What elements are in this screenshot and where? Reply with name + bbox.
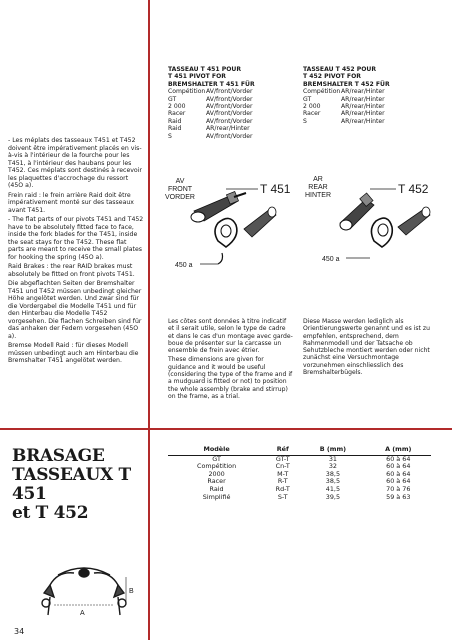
table-cell: GT-T — [275, 454, 290, 463]
spec-model: Racer — [303, 110, 321, 118]
diagram-label-line: FRONT — [167, 186, 193, 193]
table-cell: 31 — [328, 454, 337, 463]
spec-heading-line: BREMSHALTER T 452 FÜR — [303, 80, 390, 88]
table-cell: Raid — [209, 484, 224, 493]
paragraph-fr-1: - Les méplats des tasseaux T451 et T452 doivent être impérativement placés en vis-à-vis à l'intérieur de la fourche pour les T451, à l'intérieur des haubans pour les T452. Ces méplats sont destinés à recevoir les plaquettes d'accrochage du ressort (45O a). — [8, 137, 142, 189]
pivot-t451-diagram — [160, 165, 300, 275]
column-header: Réf — [265, 446, 300, 455]
title-line: TASSEAUX T 451 — [12, 465, 131, 504]
paragraph-en-1: - The flat parts of our pivots T451 and T452 have to be absolutely fitted face to face, inside the fork blades for the T451, inside the seat stays for the T452. These flat parts are meant to receive the small plates for hooking the spring (45O a). — [8, 216, 144, 261]
note-fr: Les côtes sont données à titre indicatif et il serait utile, selon le type de cadre et dans le cas d'un montage avec garde-boue de présenter sur la carcasse un ensemble de frein avec étrier. — [168, 318, 293, 355]
table-cell: 60 à 64 — [386, 462, 411, 471]
table-header-row — [168, 446, 431, 455]
table-cell: M-T — [277, 469, 289, 478]
table-cell: R-T — [277, 477, 288, 486]
table-cell: 60 à 64 — [386, 454, 411, 463]
spec-t452 — [303, 66, 435, 125]
spec-heading-line: T 451 PIVOT FOR — [168, 73, 226, 81]
spec-t451 — [168, 66, 300, 140]
title-line: et T 452 — [12, 503, 89, 523]
diagram-part-label: T 452 — [398, 182, 429, 196]
table-cell: 60 à 64 — [386, 469, 411, 478]
caliper-shape — [42, 568, 126, 615]
column-header: Modèle — [168, 446, 265, 455]
spec-row — [168, 118, 253, 125]
table-cell: Simplifié — [202, 492, 231, 501]
diagram-label-line: HINTER — [304, 192, 332, 199]
table-cell: 59 à 63 — [386, 492, 411, 501]
spec-position: AR/rear/Hinter — [341, 95, 385, 103]
pivot-t452-diagram — [300, 165, 445, 275]
spec-heading-line: TASSEAU T 452 POUR — [303, 66, 377, 73]
spec-model: Racer — [168, 110, 186, 118]
spec-model: Compétition — [168, 88, 206, 96]
left-column-text — [8, 137, 144, 367]
vertical-divider-lower — [148, 430, 150, 640]
spec-row — [168, 133, 253, 140]
spec-model: Raid — [168, 125, 182, 133]
spec-model: 2 000 — [168, 103, 186, 111]
spec-row — [168, 88, 253, 95]
spec-model: 2 000 — [303, 103, 321, 111]
spec-row — [168, 96, 253, 103]
spec-model: Compétition — [303, 88, 341, 96]
table-cell: 38,5 — [325, 469, 341, 478]
table-cell: 60 à 64 — [386, 477, 411, 486]
spec-row — [303, 88, 385, 95]
spec-row — [303, 110, 385, 117]
pivot-t452-shape-2 — [398, 207, 430, 235]
table-cell: Compétition — [197, 462, 237, 471]
table-cell: S-T — [277, 492, 288, 501]
spec-position: AV/front/Vorder — [206, 132, 253, 140]
pivot-t451-shape — [191, 191, 246, 222]
spec-position: AV/front/Vorder — [206, 110, 253, 118]
table-cell: Rd-T — [275, 484, 290, 493]
spec-heading-line: T 452 PIVOT FOR — [303, 73, 361, 81]
column-header: A (mm) — [366, 446, 431, 455]
spec-model: GT — [168, 95, 177, 103]
paragraph-de-2: Bremse Modell Raid : für dieses Modell müssen unbedingt auch am Hinterbau die Bremshalter T451 angelötet werden. — [8, 342, 139, 364]
note-fr-en — [168, 318, 293, 402]
spec-model: S — [168, 132, 172, 140]
diagram-label-line: VORDER — [165, 194, 195, 201]
spec-position: AV/front/Vorder — [206, 103, 253, 111]
diagram-label-line: REAR — [308, 184, 328, 191]
paragraph-de-1: Die abgeflachten Seiten der Bremshalter T451 und T452 müssen unbedingt gleicher Höhe angelötet werden. Und zwar sind für die Vordergabel die Modelle T451 und für den Hinterbau die Modelle T452 vorgesehen. Die flachen Schreiben sind für das anhaken der Federn vorgesehen (45O a). — [8, 280, 142, 340]
spec-position: AV/front/Vorder — [206, 88, 253, 96]
spec-t451-heading — [168, 66, 300, 88]
spec-position: AV/front/Vorder — [206, 117, 253, 125]
diagram-angle-label: 450 a — [322, 256, 340, 263]
spec-model: Raid — [168, 117, 182, 125]
spec-row — [303, 103, 385, 110]
spec-row — [168, 103, 253, 110]
spec-position: AR/rear/Hinter — [341, 117, 385, 125]
dimension-table — [168, 446, 431, 501]
pivot-t452-shape — [340, 193, 374, 230]
spec-position: AV/front/Vorder — [206, 95, 253, 103]
page-number: 34 — [14, 627, 25, 636]
spec-heading-line: BREMSHALTER T 451 FÜR — [168, 80, 255, 88]
note-en: These dimensions are given for guidance and it would be useful (considering the type of the frame and if a mudguard is fitted or not) to position the whole assembly (brake and stirrup) on the frame, as a trial. — [168, 356, 293, 400]
spec-row — [303, 96, 385, 103]
spec-row — [168, 125, 253, 132]
spec-heading-line: TASSEAU T 451 POUR — [168, 66, 242, 73]
spec-row — [168, 110, 253, 117]
spec-t452-heading — [303, 66, 435, 88]
spec-position: AR/rear/Hinter — [341, 88, 385, 96]
horizontal-divider — [0, 428, 452, 430]
brake-caliper-diagram — [28, 563, 140, 627]
spec-t452-table — [303, 88, 385, 125]
vertical-divider — [148, 0, 150, 428]
diagram-label-line: AR — [313, 176, 323, 183]
paragraph-en-2: Raid Brakes : the rear RAID brakes must absolutely be fitted on front pivots T451. — [8, 263, 135, 278]
column-header: B (mm) — [300, 446, 365, 455]
title-line: BRASAGE — [12, 446, 105, 466]
diagram-part-label: T 451 — [260, 182, 291, 196]
spec-model: S — [303, 117, 307, 125]
spec-row — [303, 118, 385, 125]
note-de-text: Diese Masse werden lediglich als Orientierungswerte genannt und es ist zu empfehlen, entsprechend, dem Rahmenmodell und der Tatsache ob Sehutzbleche montiert werden oder nicht zunächst eine Versuchmontage vorzunehmen einschliesslich des Bremshalterbügels. — [303, 318, 430, 377]
page-title — [12, 447, 147, 523]
diagram-label-line: AV — [175, 178, 185, 185]
diagram-angle-label: 450 a — [175, 262, 193, 269]
spring-plate-shape — [371, 218, 392, 247]
table-cell: 32 — [328, 462, 337, 471]
pivot-t451-shape-2 — [244, 207, 276, 237]
table-cell: 70 à 76 — [386, 484, 411, 493]
table-row — [168, 494, 431, 502]
spec-position: AR/rear/Hinter — [341, 110, 385, 118]
spring-plate-shape — [215, 218, 237, 247]
table-cell: 38,5 — [325, 477, 341, 486]
table-cell: GT — [212, 454, 221, 463]
note-de — [303, 318, 435, 378]
table-cell: Cn-T — [275, 462, 290, 471]
spec-t451-table — [168, 88, 253, 140]
table-cell: Racer — [207, 477, 226, 486]
dimension-label-a: A — [80, 610, 85, 617]
table-cell: 2000 — [208, 469, 225, 478]
spec-position: AR/rear/Hinter — [341, 103, 385, 111]
table-cell: 39,5 — [325, 492, 341, 501]
clip-shape — [218, 253, 223, 264]
dimension-label-b: B — [129, 588, 134, 595]
table-cell: 41,5 — [325, 484, 341, 493]
spec-position: AR/rear/Hinter — [206, 125, 250, 133]
paragraph-fr-2: Frein raid : le frein arrière Raid doit être impérativement monté sur des tasseaux avant T451. — [8, 191, 134, 214]
spec-model: GT — [303, 95, 312, 103]
